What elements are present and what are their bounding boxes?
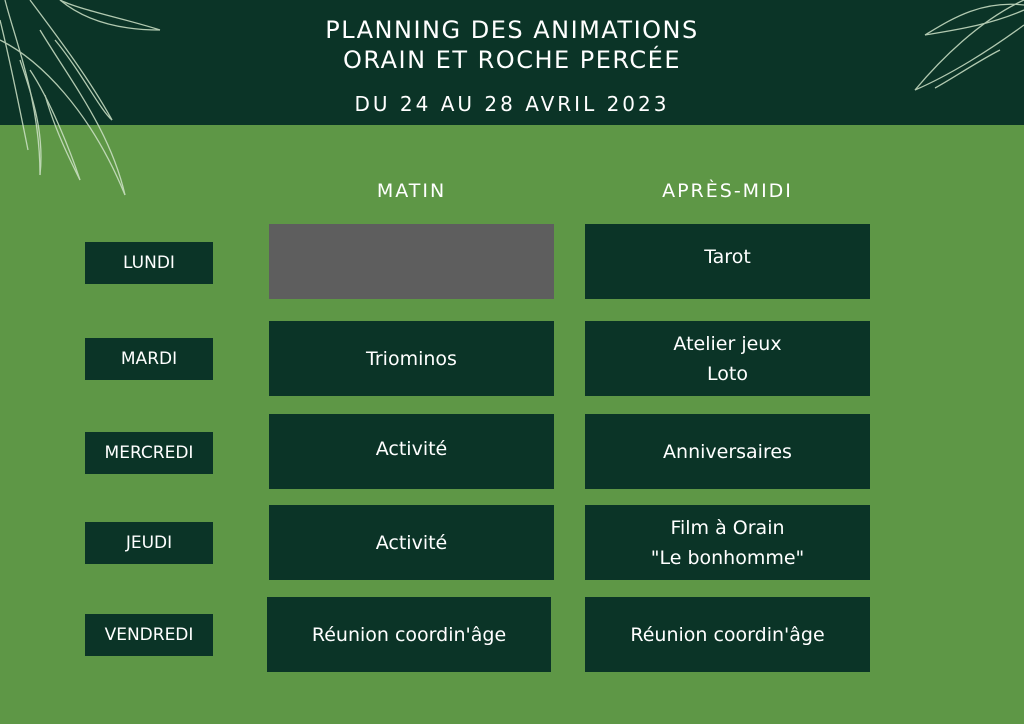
- wednesday-afternoon-text: Anniversaires: [663, 440, 792, 463]
- page-title-line1: PLANNING DES ANIMATIONS: [325, 16, 699, 44]
- wednesday-morning-text: Activité: [375, 437, 448, 460]
- day-label-friday: VENDREDI: [85, 614, 213, 656]
- tuesday-morning-text: Triominos: [366, 347, 457, 370]
- page-title-line2: ORAIN ET ROCHE PERCÉE: [343, 46, 681, 74]
- tuesday-afternoon-cell: [585, 321, 870, 396]
- friday-morning-cell: [267, 597, 551, 672]
- thursday-afternoon-line2: "Le bonhomme": [650, 546, 805, 569]
- friday-morning-text: Réunion coordin'âge: [311, 623, 507, 646]
- column-header-morning: MATIN: [376, 180, 447, 202]
- column-header-afternoon: APRÈS-MIDI: [662, 180, 793, 202]
- day-label-thursday: JEUDI: [85, 522, 213, 564]
- tuesday-morning-cell: [269, 321, 554, 396]
- friday-afternoon-text: Réunion coordin'âge: [630, 623, 825, 646]
- date-range: DU 24 AU 28 AVRIL 2023: [354, 92, 670, 116]
- monday-afternoon-text: Tarot: [704, 245, 751, 268]
- thursday-morning-text: Activité: [375, 531, 448, 554]
- wednesday-morning-cell: [269, 414, 554, 489]
- thursday-afternoon-cell: [585, 505, 870, 580]
- tuesday-afternoon-line1: Atelier jeux: [673, 332, 782, 355]
- day-label-monday: LUNDI: [85, 242, 213, 284]
- monday-morning-cell: [269, 224, 554, 299]
- friday-afternoon-cell: [585, 597, 870, 672]
- day-label-wednesday: MERCREDI: [85, 432, 213, 474]
- wednesday-afternoon-cell: [585, 414, 870, 489]
- thursday-morning-cell: [269, 505, 554, 580]
- monday-afternoon-cell: [585, 224, 870, 299]
- day-label-tuesday: MARDI: [85, 338, 213, 380]
- thursday-afternoon-line1: Film à Orain: [670, 516, 785, 539]
- tuesday-afternoon-line2: Loto: [707, 362, 748, 385]
